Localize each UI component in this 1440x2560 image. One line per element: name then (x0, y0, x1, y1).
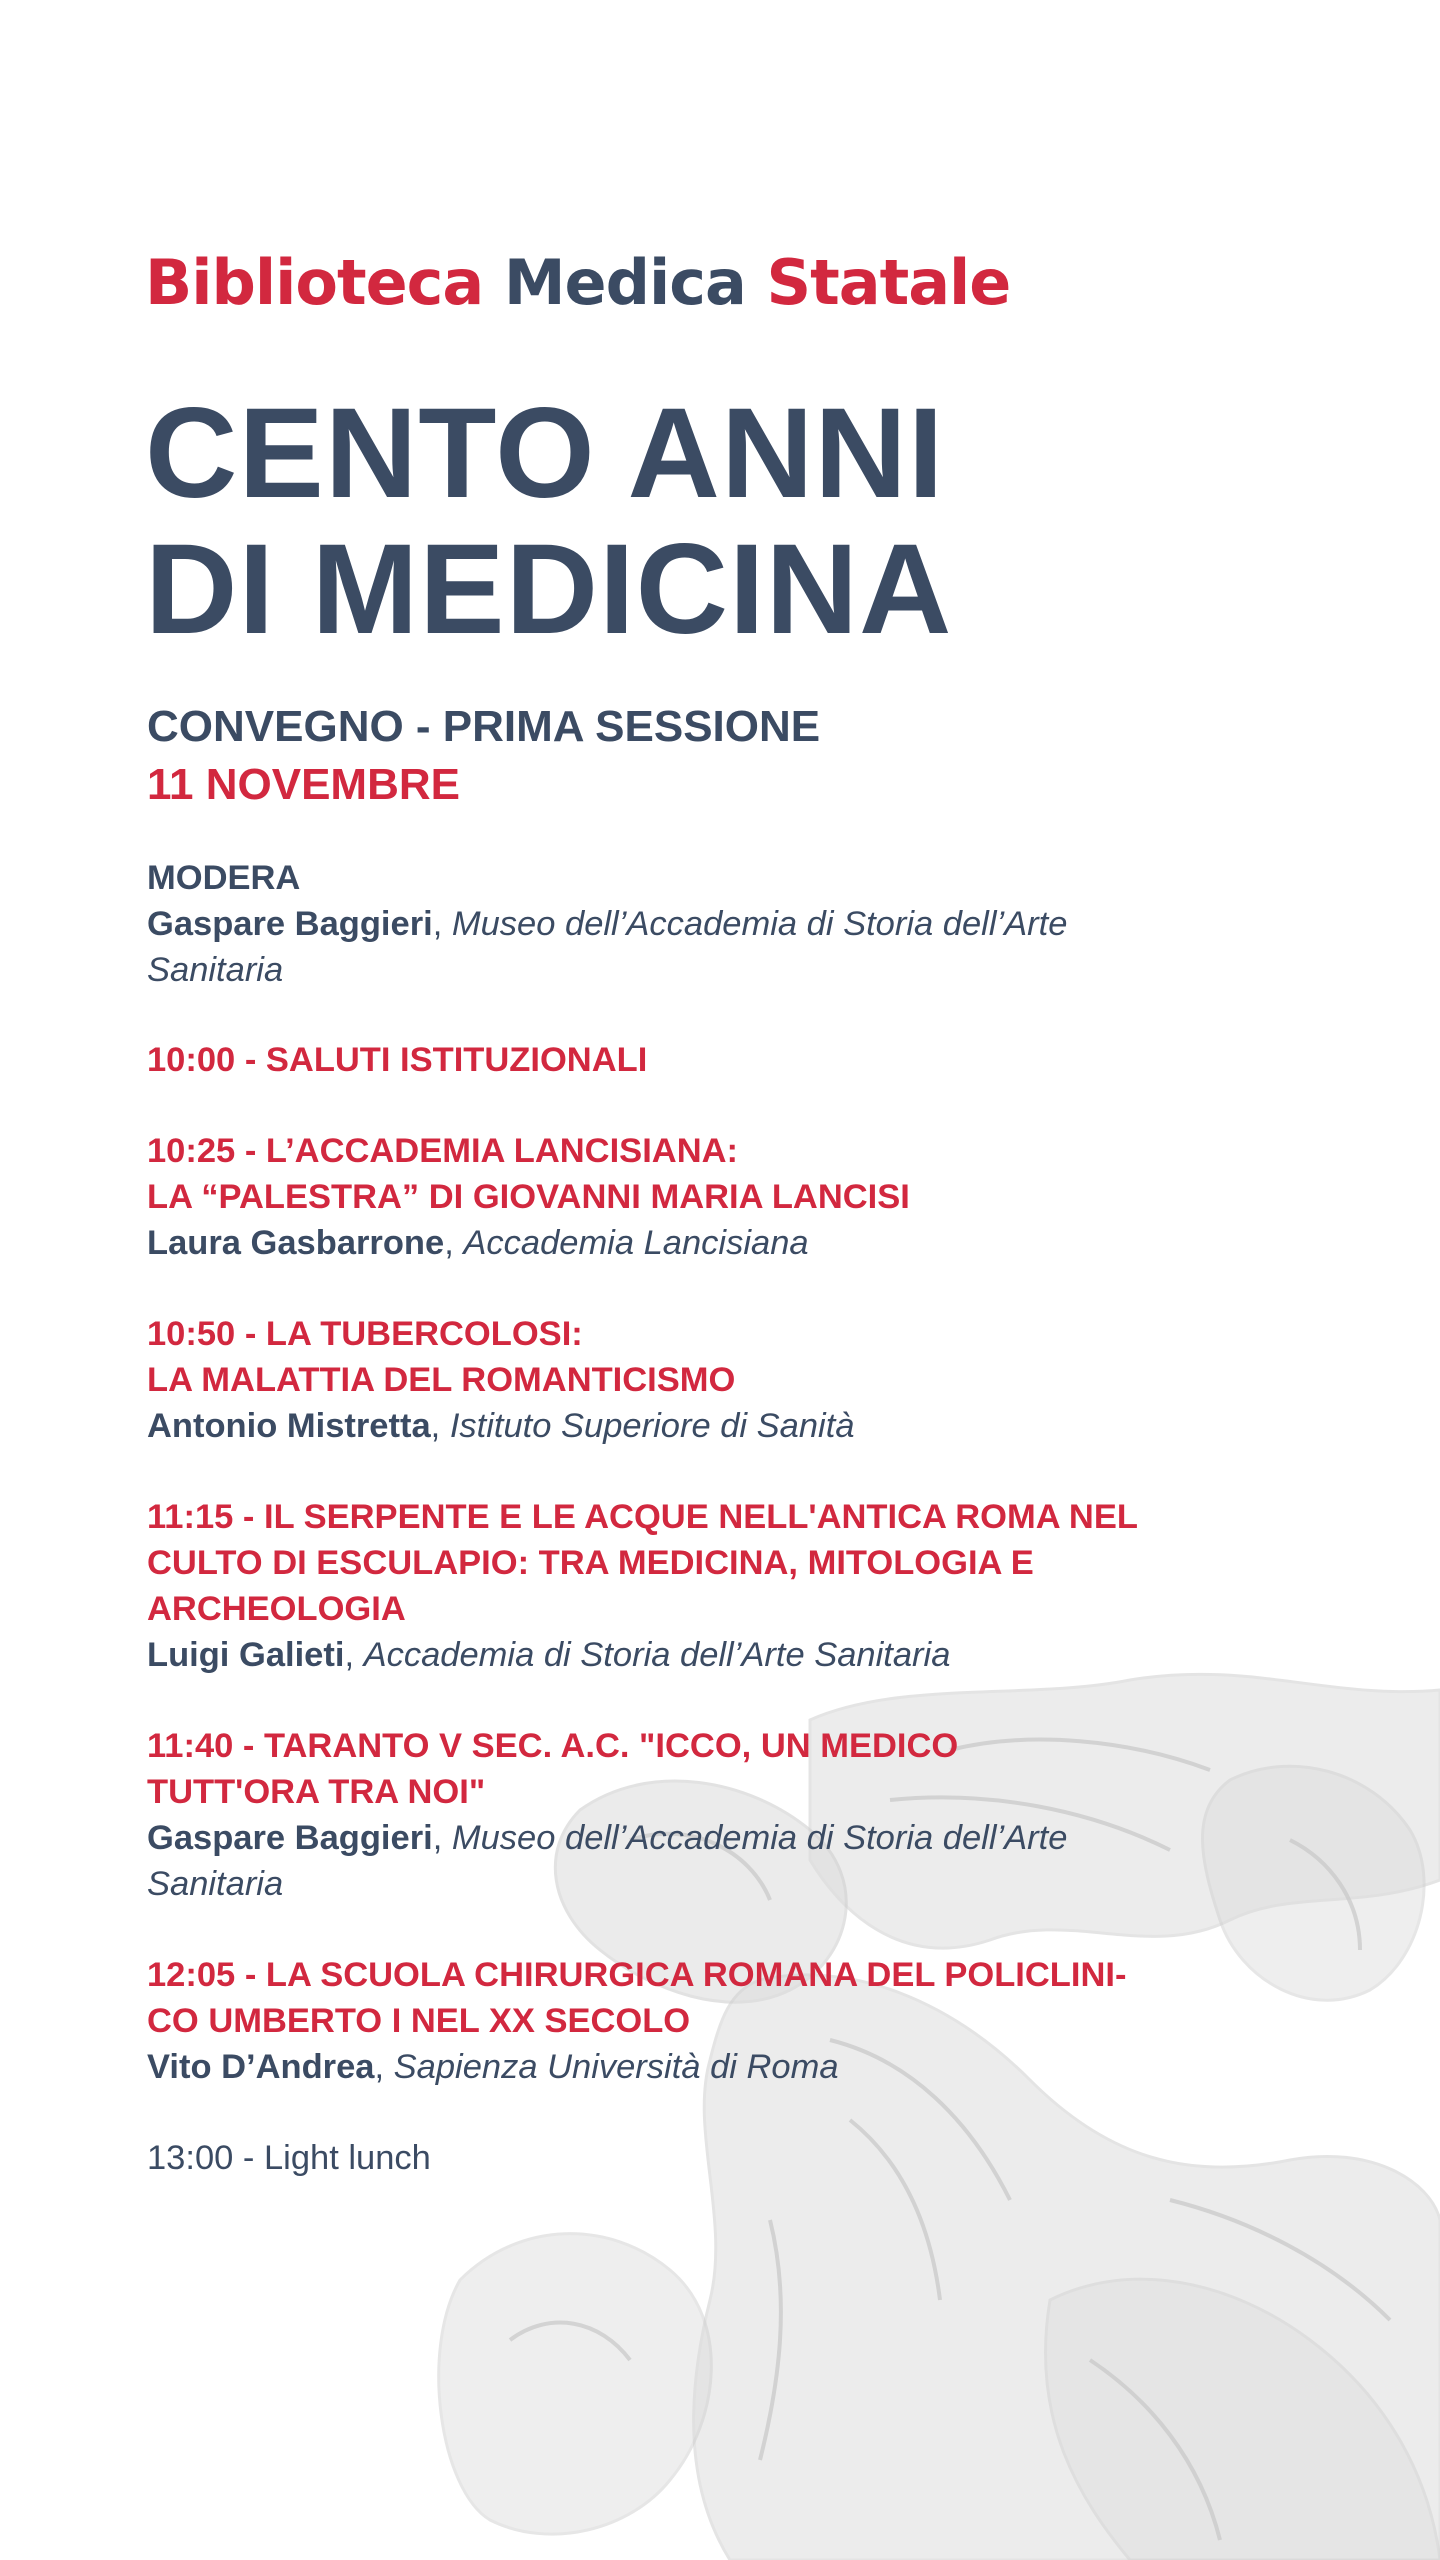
program-item-title: 11:15 - IL SERPENTE E LE ACQUE NELL'ANTICA ROMA NEL (147, 1498, 1138, 1536)
program-item-speaker: Gaspare Baggieri, Museo dell’Accademia di Storia dell’Arte (147, 1819, 1068, 1857)
speaker-name: Luigi Galieti (147, 1636, 345, 1674)
program-item-speaker: Vito D’Andrea, Sapienza Università di Roma (147, 2048, 839, 2086)
session-heading (147, 698, 820, 814)
session-name: CONVEGNO - PRIMA SESSIONE (147, 702, 821, 751)
speaker-name: Gaspare Baggieri (147, 1819, 433, 1857)
program-item-title: 12:05 - LA SCUOLA CHIRURGICA ROMANA DEL POLICLINI- (147, 1956, 1127, 1994)
program-item-title: 10:00 - SALUTI ISTITUZIONALI (147, 1041, 648, 1079)
light-lunch-text: 13:00 - Light lunch (147, 2139, 431, 2177)
logo-word-statale: Statale (766, 246, 1011, 319)
moderator-speaker: Gaspare Baggieri, Museo dell’Accademia di Storia dell’Arte (147, 905, 1068, 943)
program-item-speaker: Laura Gasbarrone, Accademia Lancisiana (147, 1224, 809, 1262)
program-list (147, 855, 1347, 2181)
speaker-name: Vito D’Andrea (147, 2048, 375, 2086)
speaker-name: Antonio Mistretta (147, 1407, 431, 1445)
speaker-affiliation: Istituto Superiore di Sanità (449, 1407, 855, 1445)
moderator-affiliation: Museo dell’Accademia di Storia dell’Arte (451, 905, 1068, 943)
library-logo (145, 246, 1011, 319)
program-item-title: ARCHEOLOGIA (147, 1590, 406, 1628)
program-item-title: TUTT'ORA TRA NOI" (147, 1773, 486, 1811)
moderator-name: Gaspare Baggieri (147, 905, 433, 943)
program-item-speaker-cont: Sanitaria (147, 1865, 284, 1903)
speaker-affiliation: Accademia Lancisiana (463, 1224, 809, 1262)
program-item-title: CULTO DI ESCULAPIO: TRA MEDICINA, MITOLOGIA E (147, 1544, 1034, 1582)
speaker-name: Laura Gasbarrone (147, 1224, 445, 1262)
program-item-title: LA MALATTIA DEL ROMANTICISMO (147, 1361, 736, 1399)
program-item-speaker: Luigi Galieti, Accademia di Storia dell’Arte Sanitaria (147, 1636, 951, 1674)
title-line-2: DI MEDICINA (145, 518, 953, 661)
program-item-title: 10:50 - LA TUBERCOLOSI: (147, 1315, 583, 1353)
speaker-affiliation: Museo dell’Accademia di Storia dell’Arte (451, 1819, 1068, 1857)
program-item-title: LA “PALESTRA” DI GIOVANNI MARIA LANCISI (147, 1178, 910, 1216)
program-item-title: 10:25 - L’ACCADEMIA LANCISIANA: (147, 1132, 739, 1170)
program-item (147, 1311, 1347, 1449)
program-item (147, 1494, 1347, 1678)
program-item (147, 1723, 1347, 1907)
closing-item (147, 2135, 1347, 2181)
program-item (147, 1952, 1347, 2090)
logo-word-biblioteca: Biblioteca (145, 246, 484, 319)
moderator-affiliation-cont: Sanitaria (147, 951, 284, 989)
moderator-block (147, 855, 1347, 993)
speaker-affiliation: Accademia di Storia dell’Arte Sanitaria (363, 1636, 951, 1674)
event-title (145, 382, 953, 661)
program-item (147, 1128, 1347, 1266)
session-date: 11 NOVEMBRE (147, 760, 460, 809)
program-item-title: 11:40 - TARANTO V SEC. A.C. "ICCO, UN MEDICO (147, 1727, 959, 1765)
program-item-title: CO UMBERTO I NEL XX SECOLO (147, 2002, 691, 2040)
speaker-affiliation: Sapienza Università di Roma (393, 2048, 839, 2086)
moderator-label: MODERA (147, 859, 301, 897)
logo-word-medica: Medica (503, 246, 746, 319)
title-line-1: CENTO ANNI (145, 382, 945, 525)
program-item (147, 1037, 1347, 1083)
program-item-speaker: Antonio Mistretta, Istituto Superiore di Sanità (147, 1407, 855, 1445)
